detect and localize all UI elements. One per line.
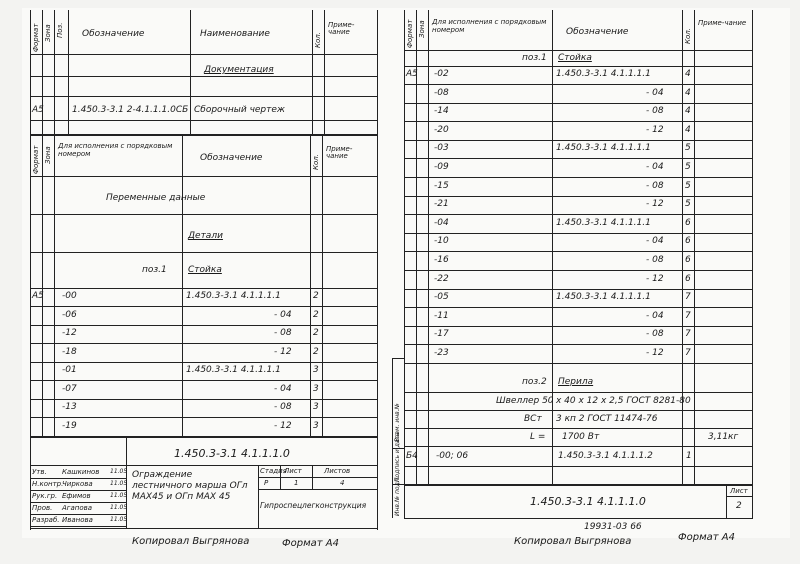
header-zone: Зона <box>44 24 52 42</box>
left-row-exec: -00 <box>62 291 77 301</box>
right-row-line <box>404 214 753 215</box>
right-row-line <box>404 196 753 197</box>
signature-role: Н.контр. <box>32 480 64 488</box>
right-row-line <box>404 326 753 327</box>
doc-name: Сборочный чертеж <box>194 105 286 115</box>
left-row-designation: 1.450.3-3.1 4.1.1.1.1 <box>186 291 281 301</box>
right-row-exec: -21 <box>434 199 449 210</box>
pos2-label: поз.2 <box>522 377 547 387</box>
left-row-designation: - 12 <box>274 420 292 431</box>
org-name: Гипроспецлегконструкция <box>260 501 367 510</box>
right-row-designation: - 08 <box>646 180 664 191</box>
right-row-qty: 6 <box>685 217 691 228</box>
signature-name: Ефимов <box>62 492 91 500</box>
right-row-exec: -03 <box>434 143 449 154</box>
details-title: Детали <box>188 231 223 241</box>
right-row-exec: -14 <box>434 106 449 117</box>
signature-name: Иванова <box>62 516 93 524</box>
right-row-qty: 4 <box>685 124 691 135</box>
left-row-designation: - 08 <box>274 402 292 412</box>
right-row-line <box>404 158 753 159</box>
right-row-exec: -09 <box>434 162 449 172</box>
right-row-exec: -16 <box>434 255 449 265</box>
sheet-value: 1 <box>294 479 299 487</box>
left-row-exec: -01 <box>62 365 77 375</box>
var-header-zone: Зона <box>44 146 52 164</box>
left-row-line <box>30 325 378 326</box>
var-header-note: Приме-чание <box>326 145 353 160</box>
left-row-designation: 1.450.3-3.1 4.1.1.1.1 <box>186 365 281 375</box>
right-row-designation: - 12 <box>646 199 664 210</box>
left-row-qty: 3 <box>313 402 319 412</box>
right-row-line <box>404 363 753 364</box>
right-header-designation: Обозначение <box>566 27 629 37</box>
right-row-exec: -20 <box>434 124 449 135</box>
right-row-designation: - 08 <box>646 255 664 265</box>
right-row-line <box>404 140 753 141</box>
left-row-format: А5 <box>32 291 44 301</box>
signature-line <box>30 502 126 503</box>
right-row-line <box>404 307 753 308</box>
signature-line <box>30 526 126 527</box>
left-row-designation: - 12 <box>274 346 292 357</box>
right-row-line <box>404 270 753 271</box>
signature-line <box>30 514 126 515</box>
right-row-exec: -15 <box>434 180 449 191</box>
left-row-exec: -06 <box>62 309 77 320</box>
right-row-qty: 7 <box>685 348 691 358</box>
signature-line <box>30 490 126 491</box>
left-copied: Копировал Выгрянова <box>132 536 250 547</box>
right-row-qty: 7 <box>685 329 691 340</box>
right-row-line <box>404 251 753 252</box>
signature-role: Рук.гр. <box>32 492 58 500</box>
right-row-line <box>404 103 753 104</box>
right-row-exec: -04 <box>434 217 449 228</box>
drawing-title: Ограждение лестничного марша ОГл МАХ45 и ОГп МАХ 45 <box>132 470 248 502</box>
last-row-qty: 1 <box>686 451 692 461</box>
signature-role: Утв. <box>32 468 47 476</box>
right-row-designation: 1.450.3-3.1 4.1.1.1.1 <box>556 292 651 303</box>
right-header-format: Формат <box>406 19 414 48</box>
sheets-label: Листов <box>324 467 351 475</box>
left-row-designation: - 08 <box>274 328 292 338</box>
right-row-qty: 4 <box>685 87 691 98</box>
channel-spec: х 40 х 12 х 2,5 ГОСТ 8281-80 <box>556 396 691 406</box>
sheet-label: Лист <box>284 467 302 475</box>
left-row-qty: 3 <box>313 383 319 394</box>
right-sheet-label: Лист <box>730 487 748 495</box>
steel-spec: 3 кп 2 ГОСТ 11474-76 <box>556 414 658 424</box>
left-row-exec: -07 <box>62 383 77 394</box>
right-row-exec: -02 <box>434 69 449 79</box>
steel-label: ВСт <box>524 414 542 424</box>
var-header-exec: Для исполнения с порядковым номером <box>58 142 173 159</box>
pos2-name: Перила <box>558 377 594 387</box>
right-row-exec: -17 <box>434 329 449 340</box>
left-row-qty: 2 <box>313 346 319 357</box>
signature-date: 11.05 <box>110 492 128 499</box>
right-row-qty: 5 <box>685 199 691 210</box>
right-sheet-value: 2 <box>736 501 742 511</box>
right-sheet <box>394 8 790 547</box>
right-row-designation: 1.450.3-3.1 4.1.1.1.1 <box>556 217 651 228</box>
right-row-qty: 4 <box>685 106 691 117</box>
left-row-line <box>30 417 378 418</box>
right-row-designation: - 12 <box>646 348 664 358</box>
signature-line <box>30 478 126 479</box>
signature-date: 11.05 <box>110 480 128 487</box>
right-row-designation: - 08 <box>646 106 664 117</box>
stage-label: Стадия <box>260 467 287 475</box>
right-row-exec: -08 <box>434 87 449 98</box>
left-row-designation: - 04 <box>274 383 292 394</box>
doc-section-title: Документация <box>204 65 274 75</box>
right-row-exec: -23 <box>434 348 449 358</box>
right-row-designation: - 12 <box>646 273 664 284</box>
left-row-line <box>30 343 378 344</box>
right-row-designation: 1.450.3-3.1 4.1.1.1.1 <box>556 143 651 154</box>
header-format: Формат <box>32 23 40 52</box>
right-row-exec: -22 <box>434 273 449 284</box>
side-label-inv: Инв.№ подл. <box>394 476 401 516</box>
right-copied: Копировал Выгрянова <box>514 536 632 547</box>
var-header-qty: Кол. <box>312 154 320 170</box>
left-row-exec: -19 <box>62 420 77 431</box>
right-format: Формат А4 <box>678 532 735 543</box>
right-row-qty: 5 <box>685 143 691 154</box>
right-row-exec: -11 <box>434 310 449 321</box>
signature-date: 11.05 <box>110 516 128 523</box>
length-value: 1700 Вт <box>562 432 600 442</box>
right-header-qty: Кол. <box>684 28 692 44</box>
left-row-exec: -18 <box>62 346 77 357</box>
stage-value: Р <box>264 479 269 487</box>
right-row-line <box>404 84 753 85</box>
right-row-qty: 5 <box>685 180 691 191</box>
right-header-zone: Зона <box>418 20 426 38</box>
right-row-designation: 1.450.3-3.1 4.1.1.1.1 <box>556 69 651 79</box>
left-row-qty: 2 <box>313 328 319 338</box>
right-row-exec: -05 <box>434 292 449 303</box>
left-row-line <box>30 399 378 400</box>
left-row-designation: - 04 <box>274 309 292 320</box>
left-row-qty: 3 <box>313 420 319 431</box>
sheets-value: 4 <box>340 479 345 487</box>
right-row-qty: 6 <box>685 273 691 284</box>
left-row-qty: 2 <box>313 309 319 320</box>
side-label-signature: Подпись и дата <box>394 432 401 482</box>
length-label: L = <box>530 432 546 442</box>
channel-label: Швеллер 50 <box>496 396 554 406</box>
left-doc-code: 1.450.3-3.1 4.1.1.1.0 <box>174 447 290 460</box>
left-row-qty: 2 <box>313 291 319 301</box>
right-row-qty: 6 <box>685 236 691 247</box>
signature-role: Пров. <box>32 504 53 512</box>
right-row-line <box>404 289 753 290</box>
right-row-designation: - 04 <box>646 87 664 98</box>
pos1-name: Стойка <box>188 265 222 275</box>
variable-data-title: Переменные данные <box>106 193 206 203</box>
left-row-exec: -13 <box>62 402 77 412</box>
right-row-qty: 4 <box>685 69 691 79</box>
signature-date: 11.05 <box>110 504 128 511</box>
left-row-line <box>30 362 378 363</box>
header-note: Приме-чание <box>328 21 355 36</box>
left-row-line <box>30 380 378 381</box>
right-row-qty: 5 <box>685 162 691 172</box>
right-row-line <box>404 177 753 178</box>
header-name: Наименование <box>200 29 270 39</box>
right-row-exec: -10 <box>434 236 449 247</box>
right-row-designation: - 04 <box>646 162 664 172</box>
right-row-qty: 7 <box>685 310 691 321</box>
right-row-line <box>404 233 753 234</box>
left-row-line <box>30 306 378 307</box>
signature-date: 11.05 <box>110 468 128 475</box>
left-row-qty: 3 <box>313 365 319 375</box>
right-doc-code: 1.450.3-3.1 4.1.1.1.0 <box>530 495 646 508</box>
right-row-line <box>404 121 753 122</box>
right-row-designation: - 04 <box>646 236 664 247</box>
left-sheet <box>22 8 407 549</box>
last-row-exec: -00; 06 <box>436 451 469 461</box>
var-header-format: Формат <box>32 145 40 174</box>
right-pos1-name: Стойка <box>558 53 592 63</box>
signature-role: Разраб. <box>32 516 60 524</box>
last-row-format: Б4 <box>406 451 418 461</box>
signature-name: Кашкинов <box>62 468 100 476</box>
length-note: 3,11кг <box>708 432 739 442</box>
header-designation: Обозначение <box>82 29 145 39</box>
right-row-line <box>404 344 753 345</box>
archive-stamp: 19931-03 66 <box>584 522 642 532</box>
right-header-note: Приме-чание <box>698 19 747 27</box>
right-row-qty: 7 <box>685 292 691 303</box>
right-row-qty: 6 <box>685 255 691 265</box>
right-row-format: А5 <box>406 69 418 79</box>
header-pos: Поз. <box>56 22 64 38</box>
var-header-designation: Обозначение <box>200 153 263 163</box>
side-label-replace: Взам. инв.№ <box>394 403 401 442</box>
signature-name: Чиркова <box>62 480 93 488</box>
right-header-exec: Для исполнения с порядковым номером <box>432 18 547 35</box>
pos1-label: поз.1 <box>142 265 167 275</box>
right-row-designation: - 04 <box>646 310 664 321</box>
right-pos1-label: поз.1 <box>522 53 547 63</box>
signature-name: Агапова <box>62 504 93 512</box>
doc-designation: 1.450.3-3.1 2-4.1.1.1.0СБ <box>72 105 189 115</box>
right-row-designation: - 12 <box>646 124 664 135</box>
header-qty: Кол. <box>314 32 322 48</box>
right-row-designation: - 08 <box>646 329 664 340</box>
left-format: Формат А4 <box>282 538 339 549</box>
last-row-designation: 1.450.3-3.1 4.1.1.1.2 <box>558 451 653 461</box>
left-row-exec: -12 <box>62 328 77 338</box>
doc-format: А5 <box>32 105 44 115</box>
